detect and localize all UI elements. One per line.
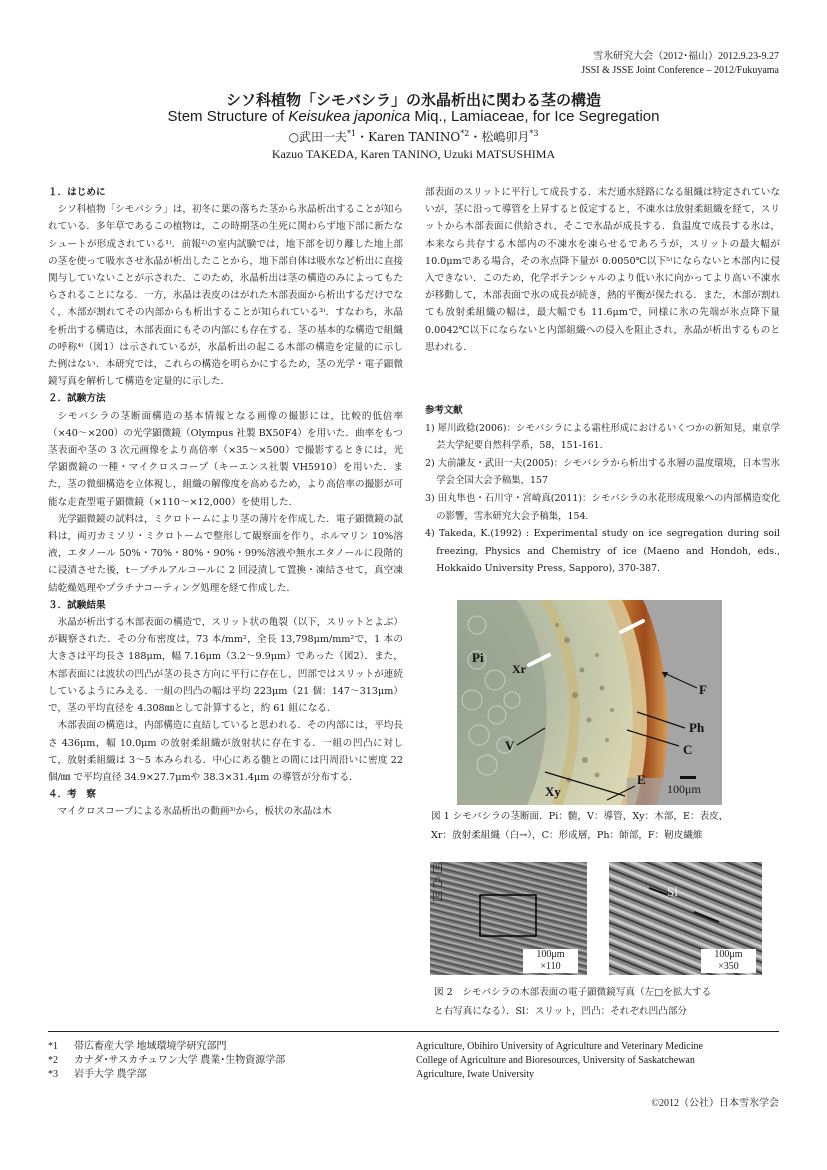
- title-english-post: Miq., Lamiaceae, for Ice Segregation: [410, 108, 660, 125]
- footnote-2-mark: *2: [48, 1055, 58, 1066]
- discussion-continued: 部表面のスリットに平行して成長する．未だ通水経路になる組織は特定されていないが，茎に沿って導管を上昇すると仮定すると，不凍水は放射柔組織を経て，スリットから木部表面に供給され，そこで氷晶が成長する．負温度で成長する氷は，本来なら共存する木部内の不凍水を凍らせるであろうが，スリットの最大幅が 10.0μmである場合，その氷点降下量が 0.0050℃以下⁵⁾にならないと木部内に侵入できない．このため，化学ポテンシャルのより低い氷に向かってより高い不凍水が移動して，木部表面で氷の成長が続き，熱的平衡が保たれる．また，木部が割れても放射柔組織の幅は，最大幅でも 11.6μmで，同様に氷の先端が氷点降下量 0.0042℃以下にならないと内部組織への侵入を阻止され，氷晶が析出するものと思われる．: [425, 187, 780, 353]
- section-2-paragraph-1: シモバシラの茎断面構造の基本情報となる画像の撮影には，比較的低倍率（×40～×200）の光学顕微鏡（Olympus 社製 BX50F4）を用いた．曲率をもつ茎表面や茎の 3 次元画像をより高倍率（×35～×500）で撮影するときには，光学顕微鏡の一種・マイクロスコープ（キーエンス社製 VH5910）を用いた．また，茎の微細構造を立体視し，組織の解像度を高めるため，より高倍率の撮影が可能な走査型電子顕微鏡（×110～×12,000）を使用した．: [48, 410, 403, 508]
- figure-2-left-scale: [523, 949, 578, 973]
- section-4-paragraph: マイクロスコープによる氷晶析出の動画³⁾から，板状の氷晶は木: [57, 806, 332, 818]
- author-2-affil: *2: [460, 129, 470, 138]
- relief-convex: 凸: [432, 876, 443, 889]
- section-3-paragraph-1: 氷晶が析出する木部表面の構造で，スリット状の亀裂（以下，スリットとよぶ）が観察された．その分布密度は，73 本/mm²，全長 13,798μm/mm²で，1 本の大きさは平均長さ 188μm，幅 7.16μm（3.2～9.9μm）であった（図2）．また，木部表面には波状の凹凸が茎の長さ方向に平行に存在し，凹部ではスリットが連続しているようにみえる．一組の凹凸の幅は平均 223μm（21 個：147～313μm）で，茎の平均直径を 4.308㎜として計算すると，約 61 組になる．: [48, 617, 403, 715]
- author-1-affil: *1: [347, 129, 357, 138]
- figure-1-micrograph: [457, 600, 722, 805]
- label-fiber: F: [699, 682, 707, 697]
- label-epidermis: E: [637, 772, 646, 787]
- footnote-divider: [48, 1031, 779, 1032]
- left-scale-length: 100μm: [536, 949, 565, 960]
- figure-1-caption: [431, 807, 781, 845]
- section-2-paragraph-2: 光学顕微鏡の試料は，ミクロトームにより茎の薄片を作成した．電子顕微鏡の試料は，両刃カミソリ・ミクロトームで整形して観察面を作り，ホルマリン 10%溶液，エタノール 50%・70%・80%・90%・99%溶液や無水エタノールに段階的に浸漬させた後，t－ブチルアルコールに 2 回浸漬して置換・凍結させて，真空凍結乾燥処理やプラチナコーティング処理を経て作成した．: [48, 513, 403, 594]
- author-2: ・Karen TANINO: [356, 130, 461, 144]
- figure-2-caption-line-2: と右写真になる）．Sl：スリット，凹凸：それぞれ凹凸部分: [434, 1006, 688, 1017]
- reference-item: 3) 田丸隼也・石川守・宮崎真(2011)：シモバシラの氷花形成現象への内部構造変化の影響，雪氷研究大会予稿集，154.: [425, 492, 780, 522]
- label-pith: Pi: [472, 650, 484, 665]
- author-3: ・松嶋卯月: [469, 130, 530, 144]
- authors-english: Kazuo TAKEDA, Karen TANINO, Uzuki MATSUSHIMA: [271, 147, 556, 161]
- copyright: ©2012（公社）日本雪氷学会: [651, 1098, 779, 1109]
- section-1-heading: １．はじめに: [48, 187, 106, 198]
- label-vessel: V: [505, 738, 515, 753]
- label-slit: Sl: [667, 884, 678, 899]
- authors-japanese: [0, 128, 827, 145]
- figure-1-scale: 100μm: [667, 782, 701, 796]
- footnote-2: [48, 1054, 388, 1068]
- label-cambium: C: [683, 742, 693, 757]
- footnote-2-english: College of Agriculture and Bioresources, University of Saskatchewan: [416, 1055, 695, 1066]
- relief-concave-1: 凹: [432, 862, 443, 875]
- relief-concave-2: 凹: [432, 890, 443, 903]
- conference-header-jp: 雪氷研究大会（2012･福山）2012.9.23-9.27: [593, 51, 779, 62]
- conference-header-en: JSSI & JSSE Joint Conference – 2012/Fukuyama: [581, 65, 779, 76]
- figure-2-right-sem: [609, 862, 762, 975]
- reference-item: 4) Takeda, K.(1992) : Experimental study on ice segregation during soil freezing, Physics and Chemistry of ice (Maeno and Hondoh, eds., Hokkaido University Press, Sapporo), 370-387.: [425, 528, 780, 575]
- figure-2-right-scale: [701, 949, 756, 973]
- reference-item: 1) 犀川政稔(2006)：シモバシラによる霜柱形成におけるいくつかの新知見，東京学芸大学紀要自然科学系，58，151-161.: [425, 422, 780, 452]
- figure-2-left-sem: [430, 862, 587, 975]
- footnote-3-english: Agriculture, Iwate University: [416, 1069, 535, 1080]
- section-1-paragraph: シソ科植物「シモバシラ」は，初冬に葉の落ちた茎から氷晶析出することが知られている．多年草であるこの植物は，この時期茎の生死に関わらず地下部に新たなシュートが形成されている¹⁾．前報²⁾の室内試験では，地下部を切り離した地上部の茎を使って吸水させ氷晶が析出したことから，地下部自体は吸水など析出に直接関与していないことが示された．このため，氷晶析出は茎の構造のみによってもたらされることになる．一方，氷晶は表皮のはがれた木部表面から析出するだけでなく，木部が割れてその内部からも析出することが知られている³⁾．すなわち，氷晶を析出する構造は，木部表面にもその内部にも存在する．茎の基本的な構造で組織の呼称⁴⁾（図1）は示されているが，氷晶析出の起こる木部の構造を定量的に示した例はない．本研究では，これらの構造を明らかにするため，茎の光学・電子顕微鏡写真を解析して構造を定量的に示した．: [48, 204, 403, 388]
- section-4-heading: ４．考 察: [48, 789, 96, 801]
- footnote-1-text: 帯広畜産大学 地域環境学研究部門: [74, 1041, 227, 1052]
- footnote-1-mark: *1: [48, 1041, 58, 1052]
- footnote-1: [48, 1040, 388, 1054]
- figure-1-caption-line-2: Xr：放射柔組織（白→），C：形成層，Ph：師部，F：靭皮繊維: [431, 830, 703, 841]
- label-phloem: Ph: [689, 720, 705, 735]
- footnote-3-mark: *3: [48, 1069, 58, 1080]
- label-ray: Xr: [512, 662, 526, 676]
- figure-2-caption: [434, 983, 784, 1021]
- label-xylem: Xy: [545, 784, 561, 799]
- references: [425, 402, 780, 578]
- author-3-affil: *3: [529, 129, 539, 138]
- footnotes-japanese: [48, 1040, 388, 1082]
- references-heading: 参考文献: [425, 405, 463, 416]
- section-3-heading: ３．試験結果: [48, 599, 106, 611]
- section-2-heading: ２．試験方法: [48, 393, 106, 405]
- author-1: ○武田一夫: [288, 130, 348, 144]
- right-column: [425, 184, 780, 356]
- conference-header: [581, 50, 779, 78]
- right-magnification: ×350: [718, 961, 739, 972]
- footnote-2-text: カナダ･サスカチュワン大学 農業･生物資源学部: [74, 1055, 286, 1066]
- footnotes-english: [416, 1040, 781, 1082]
- title-english-pre: Stem Structure of: [167, 108, 289, 125]
- title-english: [0, 108, 827, 125]
- left-magnification: ×110: [540, 961, 561, 972]
- footnote-3-text: 岩手大学 農学部: [74, 1069, 147, 1080]
- figure-2-caption-line-1: 図 2 シモバシラの木部表面の電子顕微鏡写真（左□を拡大する: [434, 987, 712, 998]
- section-3-paragraph-2: 木部表面の構造は，内部構造に直結していると思われる．その内部には，平均長さ 436μm，幅 10.0μm の放射柔組織が放射状に存在する．一組の凹凸に対して，放射柔組織は 3～5 本みられる．中心にある髄との間には円周沿いに密度 22 個/㎜ で平均直径 34.9×27.7μmや 38.3×31.4μm の導管が分布する．: [48, 720, 403, 783]
- figure-1-caption-line-1: 図 1 シモバシラの茎断面．Pi：髄，V：導管，Xy：木部，E：表皮，: [431, 811, 729, 822]
- title-english-species: Keisukea japonica: [288, 108, 411, 125]
- footnote-3: [48, 1068, 388, 1082]
- reference-item: 2) 大前謙友・武田一夫(2005)：シモバシラから析出する氷層の温度環境，日本雪氷学会全国大会予稿集，157: [425, 457, 780, 487]
- stem-cross-section-image: [457, 600, 722, 805]
- title-japanese: シソ科植物「シモバシラ」の氷晶析出に関わる茎の構造: [225, 91, 601, 109]
- right-scale-length: 100μm: [714, 949, 743, 960]
- left-column: [48, 184, 403, 821]
- relief-marks: [432, 862, 443, 904]
- footnote-1-english: Agriculture, Obihiro University of Agriculture and Veterinary Medicine: [416, 1041, 703, 1052]
